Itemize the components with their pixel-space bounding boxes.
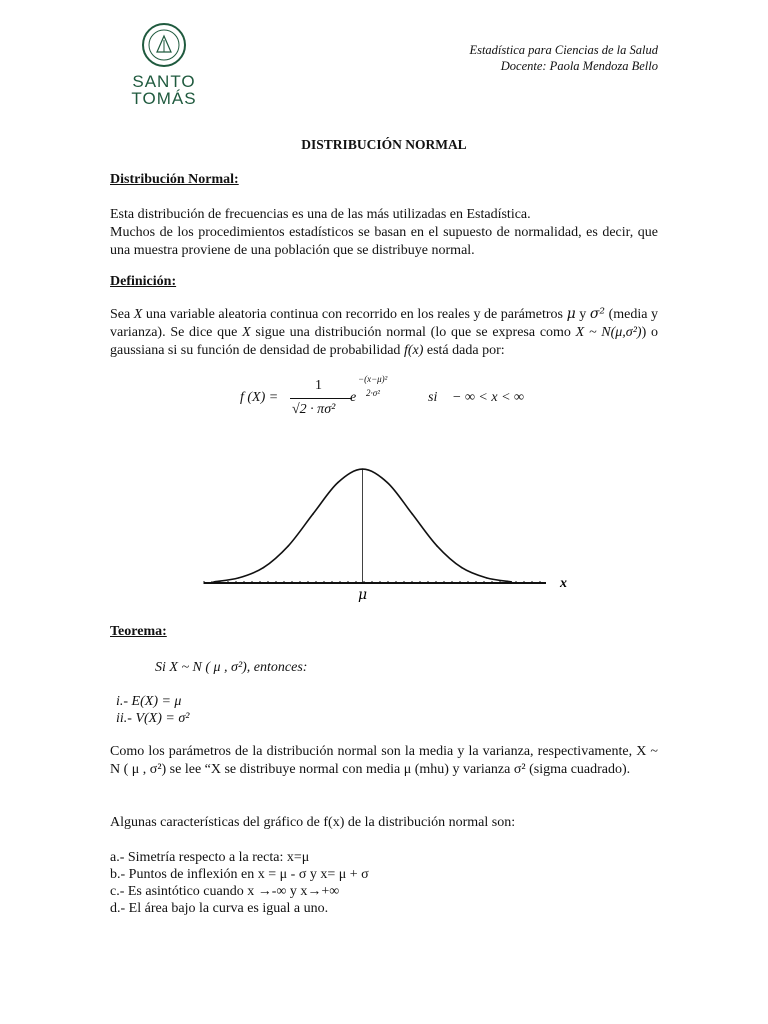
def-sigma2: σ²: [589, 306, 605, 322]
def-text-e: sigue una distribución normal (lo que se expresa como: [250, 325, 576, 340]
normal-curve-chart: [196, 460, 576, 610]
def-text-d: (media y varianza). Se dice que: [110, 307, 659, 340]
formula-exponent-numerator: −(x−μ)²: [358, 374, 388, 384]
brand-name-line2: TOMÁS: [131, 89, 197, 108]
curve-point-12: [511, 581, 513, 583]
curve-point-0: [213, 581, 215, 583]
teacher-name: Docente: Paola Mendoza Bello: [500, 59, 658, 73]
definition-paragraph: [110, 305, 658, 360]
formula-fraction-bar: [290, 398, 352, 399]
formula-e: e: [350, 390, 357, 405]
section-heading-theorem: Teorema:: [110, 624, 167, 639]
x-axis-label: x: [560, 576, 567, 591]
parameters-paragraph: Como los parámetros de la distribución normal son la media y la varianza, respectivamente, X ~ N ( μ , σ²) se lee “X se distribuye normal con media μ (mhu) y varianza σ² (sigma cuadrado).: [110, 744, 658, 777]
university-logo: [118, 22, 210, 107]
curve-point-7: [387, 482, 389, 484]
formula-lhs: f (X) =: [240, 390, 279, 405]
curve-point-2: [263, 567, 265, 569]
def-notation: X ~ N(μ,σ²): [575, 325, 642, 340]
feature-d: d.- El área bajo la curva es igual a uno.: [110, 901, 329, 916]
section-heading-normal: Distribución Normal:: [110, 172, 239, 187]
formula-condition-si: si: [428, 390, 438, 405]
chart-background: [196, 460, 576, 610]
formula-exponent-denominator: 2·σ²: [366, 388, 380, 398]
theorem-statement: Si X ~ N ( μ , σ²), entonces:: [155, 660, 308, 675]
def-text-c: y: [575, 307, 590, 322]
intro-line-1: Esta distribución de frecuencias es una de las más utilizadas en Estadística.: [110, 207, 531, 222]
mean-label: μ: [358, 587, 368, 603]
def-mu: μ: [566, 306, 576, 322]
document-title: DISTRIBUCIÓN NORMAL: [301, 137, 467, 152]
feature-b: b.- Puntos de inflexión en x = μ - σ y x= μ + σ: [110, 867, 369, 882]
curve-point-1: [238, 577, 240, 579]
curve-point-10: [461, 567, 463, 569]
formula-numerator: 1: [315, 378, 322, 393]
brand-name-line1: SANTO: [132, 72, 196, 91]
course-name: Estadística para Ciencias de la Salud: [469, 43, 658, 57]
def-var-2: X: [242, 325, 251, 340]
curve-point-8: [411, 513, 413, 515]
university-seal-icon: [141, 22, 187, 68]
formula-condition: − ∞ < x < ∞: [452, 390, 525, 405]
theorem-item-i: i.- E(X) = μ: [116, 694, 182, 709]
density-formula: [0, 370, 768, 430]
def-text-a: Sea: [110, 307, 134, 322]
def-var-1: X: [133, 307, 143, 322]
page-header: [469, 42, 658, 74]
theorem-item-ii: ii.- V(X) = σ²: [116, 711, 190, 726]
def-fx: f(x): [403, 343, 424, 358]
def-text-f: ) o gaussiana si su función de densidad de probabilidad: [110, 325, 658, 358]
features-intro: Algunas características del gráfico de f(x) de la distribución normal son:: [110, 815, 516, 830]
def-text-g: está dada por:: [423, 343, 505, 358]
curve-point-9: [436, 545, 438, 547]
section-heading-definition: Definición:: [110, 274, 177, 289]
curve-point-11: [486, 577, 488, 579]
curve-point-5: [337, 482, 339, 484]
curve-point-3: [287, 545, 289, 547]
intro-paragraph: Muchos de los procedimientos estadísticos se basan en el supuesto de normalidad, es decir, que una muestra proviene de una población que se distribuye normal.: [110, 225, 658, 258]
formula-denominator: √2 · πσ²: [292, 402, 336, 417]
feature-a: a.- Simetría respecto a la recta: x=μ: [110, 850, 310, 865]
curve-point-4: [312, 513, 314, 515]
def-text-b: una variable aleatoria continua con recorrido en los reales y de parámetros: [142, 307, 567, 322]
feature-c: c.- Es asintótico cuando x →-∞ y x→+∞: [110, 884, 340, 899]
